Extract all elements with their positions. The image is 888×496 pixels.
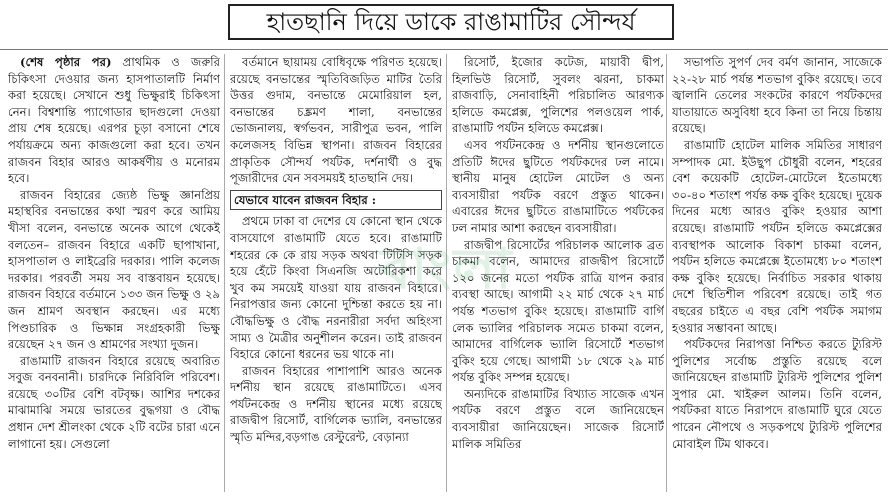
paragraph: রাঙামাটি রাজবন বিহারে রয়েছে অবারিত সবুজ বনবনানী। চারদিকে নিরিবিলি পরিবেশ। রয়েছে ৩০টির বেশি বটবৃক্ষ। আশির দশকের মাঝামাঝি সময়ে ভারতের বুদ্ধগয়া ও বৌদ্ধ প্রধান দেশ শ্রীলংকা থেকে ২টি বটের চারা এনে লাগানো হয়। সেগুলো <box>8 353 220 451</box>
headline-box <box>228 4 674 40</box>
article-column-4 <box>672 54 882 494</box>
column-divider <box>666 54 667 492</box>
paragraph: রাজবন বিহারের জ্যেষ্ঠ ভিক্ষু জ্ঞানপ্রিয় মহাস্থবির বনভান্তের কথা স্মরণ করে আমিয় খীসা বলেন, বনভান্তে অনেক আগে থেকেই বলতেন– রাজবন বিহারে একটি ছাপাখানা, হাসপাতাল ও লাইব্রেরি দরকার। পালি কলেজ দরকার। পরবর্তী সময় সব বাস্তবায়ন হয়েছে। রাজবন বিহারে বর্তমানে ১৩৩ জন ভিক্ষু ও ২৯ জন শ্রামণ অবস্থান করছেন। এর মধ্যে পিণ্ডচারিক ও ভিক্ষান্ন সংগ্রহকারী ভিক্ষু রয়েছেন ২৭ জন ও শ্রামণের সংখ্যা দুজন। <box>8 187 220 352</box>
paragraph: অন্যদিকে রাঙামাটির বিখ্যাত সাজেক এখন পর্যটক বরণে প্রস্তুত বলে জানিয়েছেন ব্যবসায়ীরা জানিয়েছেন। সাজেক রিসোর্ট মালিক সমিতির <box>452 386 664 451</box>
paragraph: রিসোর্ট, ইজোর কটেজ, মায়াবী দ্বীপ, হিলভিউ রিসোর্ট, সুবলং ঝরনা, চাকমা রাজবাড়ি, সেনাবাহিনী পরিচালিত আরণ্যক হলিডে কমপ্লেক্স, পুলিশের পলওয়েল পার্ক, রাঙামাটি পর্যটন হলিডে কমপ্লেক্স। <box>452 55 664 136</box>
paragraph <box>8 54 220 187</box>
paragraph: বর্তমানে ছায়াময় বোধিবৃক্ষে পরিণত হয়েছে। রয়েছে বনভান্তের স্মৃতিবিজড়িত মাটির তৈরি উত্তর গুদাম, বনভান্তে মেমোরিয়াল হল, বনভান্তের চঙ্ক্রমণ শালা, বনভান্তের ভোজনালয়, স্বর্গভবন, সারীপুত্র ভবন, পালি কলেজসহ বিভিন্ন স্থাপনা। রাজবন বিহারের প্রাকৃতিক সৌন্দর্য পর্যটক, দর্শনার্থী ও বুদ্ধ পূজারীদের যেন সবসময়ই হাতছানি দেয়। <box>230 55 442 186</box>
column-divider <box>224 54 225 492</box>
paragraph: রাঙামাটি হোটেল মালিক সমিতির সাধারণ সম্পাদক মো. ইউছুপ চৌধুরী বলেন, শহরের বেশ কয়েকটি হোটেল-মোটেলে ইতোমধ্যে ৩০-৪০ শতাংশ পর্যন্ত কক্ষ বুকিং হয়েছে। দুয়েক দিনের মধ্যে আরও বুকিং হওয়ার আশা রয়েছে। রাঙামাটি পর্যটন হলিডে কমপ্লেক্সের ব্যবস্থাপক আলোক বিকাশ চাকমা বলেন, পর্যটন হলিডে কমপ্লেক্সে ইতোমধ্যে ৮০ শতাংশ কক্ষ বুকিং হয়েছে। নির্বাচিত সরকার থাকায় দেশে স্থিতিশীল পরিবেশ রয়েছে। তাই গত বছরের চাইতে এ বছর বেশি পর্যটক সমাগম হওয়ার সম্ভাবনা আছে। <box>672 137 882 335</box>
paragraph: এসব পর্যটনকেন্দ্র ও দর্শনীয় স্থানগুলোতে প্রতিটি ঈদের ছুটিতে পর্যটকদের ঢল নামে। স্থানীয় মানুষ হোটেল মোটেল ও অন্য ব্যবসায়ীরা পর্যটক বরণে প্রস্তুত থাকেন। এবারের ঈদের ছুটিতে রাঙামাটিতে পর্যটকের ঢল নামার আশা করছেন ব্যবসায়ীরা। <box>452 137 664 235</box>
headline: হাতছানি দিয়ে ডাকে রাঙামাটির সৌন্দর্য <box>266 8 636 36</box>
paragraph: পর্যটকদের নিরাপত্তা নিশ্চিত করতে ট্যুরিস্ট পুলিশের সর্বোচ্চ প্রস্তুতি রয়েছে বলে জানিয়েছেন রাঙামাটি ট্যুরিস্ট পুলিশের পুলিশ সুপার মো. খাইরুল আলম। তিনি বলেন, পর্যটকরা যাতে নিরাপদে রাঙামাটি ঘুরে যেতে পারেন নৌপথে ও সড়কপথে ট্যুরিস্ট পুলিশের মোবাইল টিম থাকবে। <box>672 337 882 451</box>
paragraph: রাজবন বিহারের পাশাপাশি আরও অনেক দর্শনীয় স্থান রয়েছে রাঙামাটিতে। এসব পর্যটনকেন্দ্র ও দর্শনীয় স্থানের মধ্যে রয়েছে রাজদ্বীপ রিসোর্ট, বার্গিলেক ভ্যালি, বনভান্তের স্মৃতি মন্দির,বড়গাঙ রেস্টুরেন্ট, বেড়ান্যা <box>230 363 442 445</box>
paragraph: প্রথমে ঢাকা বা দেশের যে কোনো স্থান থেকে বাসযোগে রাঙামাটি যেতে হবে। রাঙামাটি শহরের কে কে রায় সড়ক অথবা টিটিসি সড়ক হয়ে হেঁটে কিংবা সিএনজি অটোরিকশা করে খুব কম সময়েই যাওয়া যায় রাজবন বিহারে। নিরাপত্তার জন্য কোনো দুশ্চিন্তা করতে হয় না। বৌদ্ধভিক্ষু ও বৌদ্ধ নরনারীরা সর্বদা অহিংসা সাম্য ও মৈত্রীর অনুশীলন করেন। তাই রাজবন বিহারে কোনো ধরনের ভয় থাকে না। <box>230 214 442 362</box>
continuation-tag: (শেষ পৃষ্ঠার পর) <box>20 55 112 69</box>
paragraph: সভাপতি সুপর্ণ দেব বর্মণ জানান, সাজেকে ২২-২৮ মার্চ পর্যন্ত শতভাগ বুকিং রয়েছে। তবে জ্বালানি তেলের সংকটের কারণে পর্যটকদের যাতায়াতে অসুবিধা হবে কিনা তা নিয়ে চিন্তায় রয়েছে। <box>672 55 882 136</box>
watermark-logo: বাংলা <box>380 237 514 302</box>
paragraph-text: প্রাথমিক ও জরুরি চিকিৎসা দেওয়ার জন্য হাসপাতালটি নির্মাণ করা হয়েছে। সেখানে শুধু ভিক্ষুরাই চিকিৎসা নেন। বিশ্বশান্তি প্যাগোডার ছাদগুলো দেওয়া প্রায় শেষ হয়েছে। এরপর চূড়া বসানো শেষে পর্যায়ক্রমে অন্য কাজগুলো করা হবে। তখন রাজবন বিহার আরও আকর্ষণীয় ও মনোরম হবে। <box>8 55 220 186</box>
article-column-1 <box>8 54 220 494</box>
paragraph: রাজদ্বীপ রিসোর্টের পরিচালক আলোক ব্রত চাকমা বলেন, আমাদের রাজদ্বীপ রিসোর্টে ১২০ জনের মতো পর্যটক রাত্রি যাপন করার ব্যবস্থা আছে। আগামী ২২ মার্চ থেকে ২৭ মার্চ পর্যন্ত শতভাগ বুকিং হয়েছে। রাঙামাটি বার্গি লেক ভ্যালির পরিচালক সমেত চাকমা বলেন, আমাদের বার্গিলেক ভ্যালি রিসোর্টে শতভাগ বুকিং হয়ে গেছে। আগামী ১৮ থেকে ২৯ মার্চ পর্যন্ত বুকিং সম্পন্ন হয়েছে। <box>452 237 664 385</box>
subheading: যেভাবে যাবেন রাজবন বিহার : <box>230 190 442 211</box>
headline-rule <box>0 49 888 50</box>
